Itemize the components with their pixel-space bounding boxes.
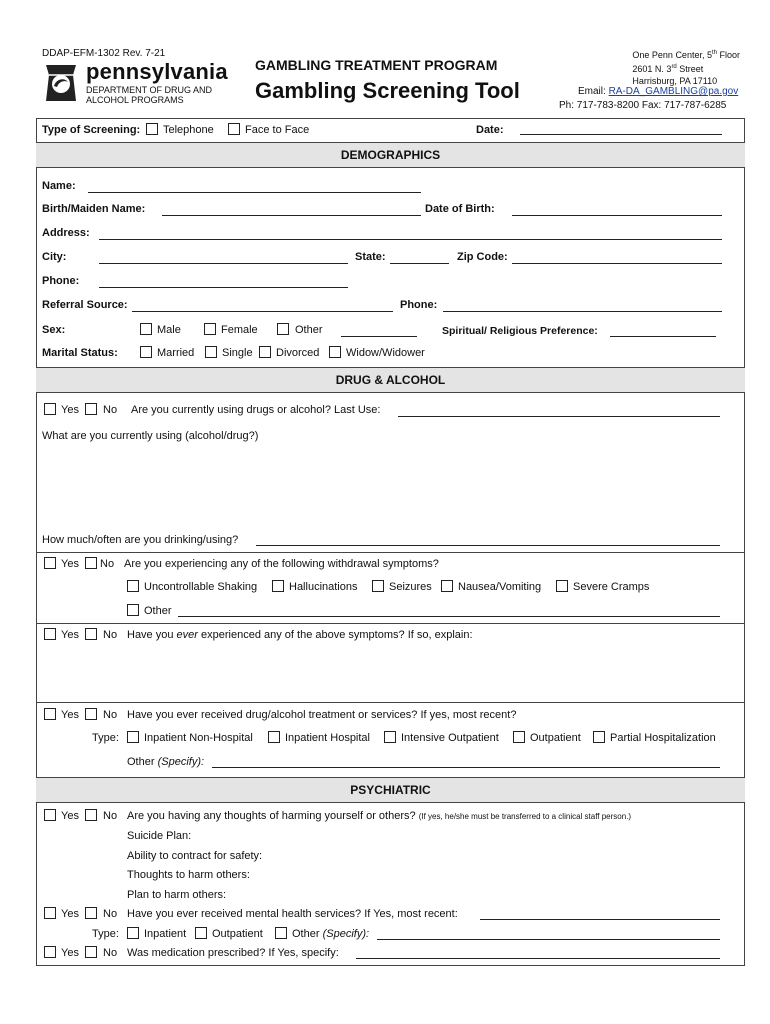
city-field[interactable] <box>99 263 348 264</box>
single-label: Single <box>222 347 253 359</box>
date-label: Date: <box>476 124 504 136</box>
zip-label: Zip Code: <box>457 251 508 263</box>
referral-phone-label: Phone: <box>400 299 438 311</box>
face-to-face-checkbox[interactable] <box>228 123 240 135</box>
partial-hospitalization-label: Partial Hospitalization <box>610 732 716 744</box>
psych-q3-text: Was medication prescribed? If Yes, specify: <box>127 947 339 959</box>
pa-keystone-logo-icon <box>43 63 79 106</box>
treatment-type-label: Type: <box>92 732 119 744</box>
phone-label: Phone: <box>42 275 80 287</box>
psych-outpatient-checkbox[interactable] <box>195 927 207 939</box>
inpatient-hospital-checkbox[interactable] <box>268 731 280 743</box>
seizures-label: Seizures <box>389 581 432 593</box>
no-label: No <box>103 810 118 822</box>
psych-q3-no-checkbox[interactable] <box>85 946 97 958</box>
widow-checkbox[interactable] <box>329 346 341 358</box>
referral-phone-field[interactable] <box>443 311 722 312</box>
drug-q2-text: Are you experiencing any of the following withdrawal symptoms? <box>124 558 439 570</box>
referral-source-field[interactable] <box>132 311 393 312</box>
city-label: City: <box>42 251 67 263</box>
form-code: DDAP-EFM-1302 Rev. 7-21 <box>42 48 166 59</box>
yes-label: Yes <box>61 404 79 416</box>
outpatient-label: Outpatient <box>530 732 581 744</box>
spiritual-label: Spiritual/ Religious Preference: <box>442 325 598 337</box>
agency-address: One Penn Center, 5th Floor 2601 N. 3rd Street Harrisburg, PA 17110 <box>632 50 740 86</box>
symptom-other-field[interactable] <box>178 616 720 617</box>
address-label: Address: <box>42 227 90 239</box>
psych-other-label: Other (Specify): <box>292 928 370 940</box>
seizures-checkbox[interactable] <box>372 580 384 592</box>
no-label: No <box>103 404 118 416</box>
psych-q2-yes-checkbox[interactable] <box>44 907 56 919</box>
married-checkbox[interactable] <box>140 346 152 358</box>
divider <box>36 623 745 624</box>
sex-label: Sex: <box>42 324 66 336</box>
sex-other-field[interactable] <box>341 336 417 337</box>
nausea-checkbox[interactable] <box>441 580 453 592</box>
yes-label: Yes <box>61 709 79 721</box>
email-link[interactable]: RA-DA_GAMBLING@pa.gov <box>608 86 739 97</box>
inpatient-nonhospital-label: Inpatient Non-Hospital <box>144 732 253 744</box>
psych-q1-no-checkbox[interactable] <box>85 809 97 821</box>
no-label: No <box>100 558 115 570</box>
referral-source-label: Referral Source: <box>42 299 128 311</box>
face-to-face-label: Face to Face <box>245 124 310 136</box>
page-title: Gambling Screening Tool <box>255 78 520 103</box>
drug-q3-yes-checkbox[interactable] <box>44 628 56 640</box>
yes-label: Yes <box>61 810 79 822</box>
symptom-other-label: Other <box>144 605 172 617</box>
treatment-other-label: Other (Specify): <box>127 756 205 768</box>
yes-label: Yes <box>61 947 79 959</box>
psych-inpatient-label: Inpatient <box>144 928 187 940</box>
drug-alcohol-heading: DRUG & ALCOHOL <box>36 367 745 393</box>
how-much-field[interactable] <box>256 545 720 546</box>
drug-q1b-text: What are you currently using (alcohol/drug?) <box>42 430 259 442</box>
drug-q1-no-checkbox[interactable] <box>85 403 97 415</box>
address-field[interactable] <box>99 239 722 240</box>
single-checkbox[interactable] <box>205 346 217 358</box>
psych-q1-text: Are you having any thoughts of harming yourself or others? (If yes, he/she must be transferred to a clinical staff person.) <box>127 810 632 822</box>
last-use-field[interactable] <box>398 416 720 417</box>
marital-status-label: Marital Status: <box>42 347 118 359</box>
widow-label: Widow/Widower <box>346 347 425 359</box>
drug-q3-text: Have you ever experienced any of the above symptoms? If so, explain: <box>127 629 473 641</box>
outpatient-checkbox[interactable] <box>513 731 525 743</box>
no-label: No <box>103 947 118 959</box>
birth-maiden-label: Birth/Maiden Name: <box>42 203 146 215</box>
contract-safety-label: Ability to contract for safety: <box>127 850 263 862</box>
shaking-checkbox[interactable] <box>127 580 139 592</box>
drug-q4-text: Have you ever received drug/alcohol treatment or services? If yes, most recent? <box>127 709 517 721</box>
partial-hospitalization-checkbox[interactable] <box>593 731 605 743</box>
telephone-label: Telephone <box>163 124 214 136</box>
type-of-screening-label: Type of Screening: <box>42 124 141 136</box>
medication-field[interactable] <box>356 958 720 959</box>
no-label: No <box>103 908 118 920</box>
plan-harm-label: Plan to harm others: <box>127 889 227 901</box>
state-label: State: <box>355 251 386 263</box>
program-name: GAMBLING TREATMENT PROGRAM <box>255 57 498 73</box>
inpatient-nonhospital-checkbox[interactable] <box>127 731 139 743</box>
drug-q1-text: Are you currently using drugs or alcohol? Last Use: <box>131 404 381 416</box>
agency-phone-fax: Ph: 717-783-8200 Fax: 717-787-6285 <box>559 100 727 111</box>
birth-maiden-field[interactable] <box>162 215 421 216</box>
psych-outpatient-label: Outpatient <box>212 928 263 940</box>
divorced-checkbox[interactable] <box>259 346 271 358</box>
department-name: DEPARTMENT OF DRUG AND ALCOHOL PROGRAMS <box>86 85 213 105</box>
sex-other-label: Other <box>295 324 323 336</box>
thoughts-harm-label: Thoughts to harm others: <box>127 869 250 881</box>
dob-label: Date of Birth: <box>425 203 495 215</box>
symptom-other-checkbox[interactable] <box>127 604 139 616</box>
hallucinations-label: Hallucinations <box>289 581 358 593</box>
married-label: Married <box>157 347 195 359</box>
female-label: Female <box>221 324 258 336</box>
male-label: Male <box>157 324 181 336</box>
intensive-outpatient-checkbox[interactable] <box>384 731 396 743</box>
zip-field[interactable] <box>512 263 722 264</box>
drug-q2-no-checkbox[interactable] <box>85 557 97 569</box>
spiritual-field[interactable] <box>610 336 716 337</box>
psych-inpatient-checkbox[interactable] <box>127 927 139 939</box>
psych-type-label: Type: <box>92 928 119 940</box>
agency-email: Email: RA-DA_GAMBLING@pa.gov <box>578 86 739 97</box>
psych-q2-no-checkbox[interactable] <box>85 907 97 919</box>
state-field[interactable] <box>390 263 449 264</box>
no-label: No <box>103 709 118 721</box>
mental-health-recent-field[interactable] <box>480 919 720 920</box>
how-much-label: How much/often are you drinking/using? <box>42 534 239 546</box>
drug-q4-no-checkbox[interactable] <box>85 708 97 720</box>
psych-other-field[interactable] <box>377 939 720 940</box>
inpatient-hospital-label: Inpatient Hospital <box>285 732 370 744</box>
logo-wordmark: pennsylvania <box>86 59 228 84</box>
drug-q3-no-checkbox[interactable] <box>85 628 97 640</box>
psych-q2-text: Have you ever received mental health services? If Yes, most recent: <box>127 908 458 920</box>
suicide-plan-label: Suicide Plan: <box>127 830 192 842</box>
drug-q4-yes-checkbox[interactable] <box>44 708 56 720</box>
psychiatric-heading: PSYCHIATRIC <box>36 777 745 803</box>
name-label: Name: <box>42 180 76 192</box>
yes-label: Yes <box>61 908 79 920</box>
dob-field[interactable] <box>512 215 722 216</box>
demographics-heading: DEMOGRAPHICS <box>36 142 745 168</box>
drug-q1-yes-checkbox[interactable] <box>44 403 56 415</box>
divider <box>36 702 745 703</box>
divorced-label: Divorced <box>276 347 320 359</box>
psych-other-checkbox[interactable] <box>275 927 287 939</box>
divider <box>36 552 745 553</box>
date-field[interactable] <box>520 134 722 135</box>
psych-q3-yes-checkbox[interactable] <box>44 946 56 958</box>
hallucinations-checkbox[interactable] <box>272 580 284 592</box>
cramps-label: Severe Cramps <box>573 581 650 593</box>
yes-label: Yes <box>61 629 79 641</box>
intensive-outpatient-label: Intensive Outpatient <box>401 732 499 744</box>
nausea-label: Nausea/Vomiting <box>458 581 542 593</box>
female-checkbox[interactable] <box>204 323 216 335</box>
telephone-checkbox[interactable] <box>146 123 158 135</box>
psych-q1-yes-checkbox[interactable] <box>44 809 56 821</box>
no-label: No <box>103 629 118 641</box>
yes-label: Yes <box>61 558 79 570</box>
treatment-other-field[interactable] <box>212 767 720 768</box>
male-checkbox[interactable] <box>140 323 152 335</box>
drug-q2-yes-checkbox[interactable] <box>44 557 56 569</box>
name-field[interactable] <box>88 192 421 193</box>
shaking-label: Uncontrollable Shaking <box>144 581 258 593</box>
cramps-checkbox[interactable] <box>556 580 568 592</box>
phone-field[interactable] <box>99 287 348 288</box>
sex-other-checkbox[interactable] <box>277 323 289 335</box>
